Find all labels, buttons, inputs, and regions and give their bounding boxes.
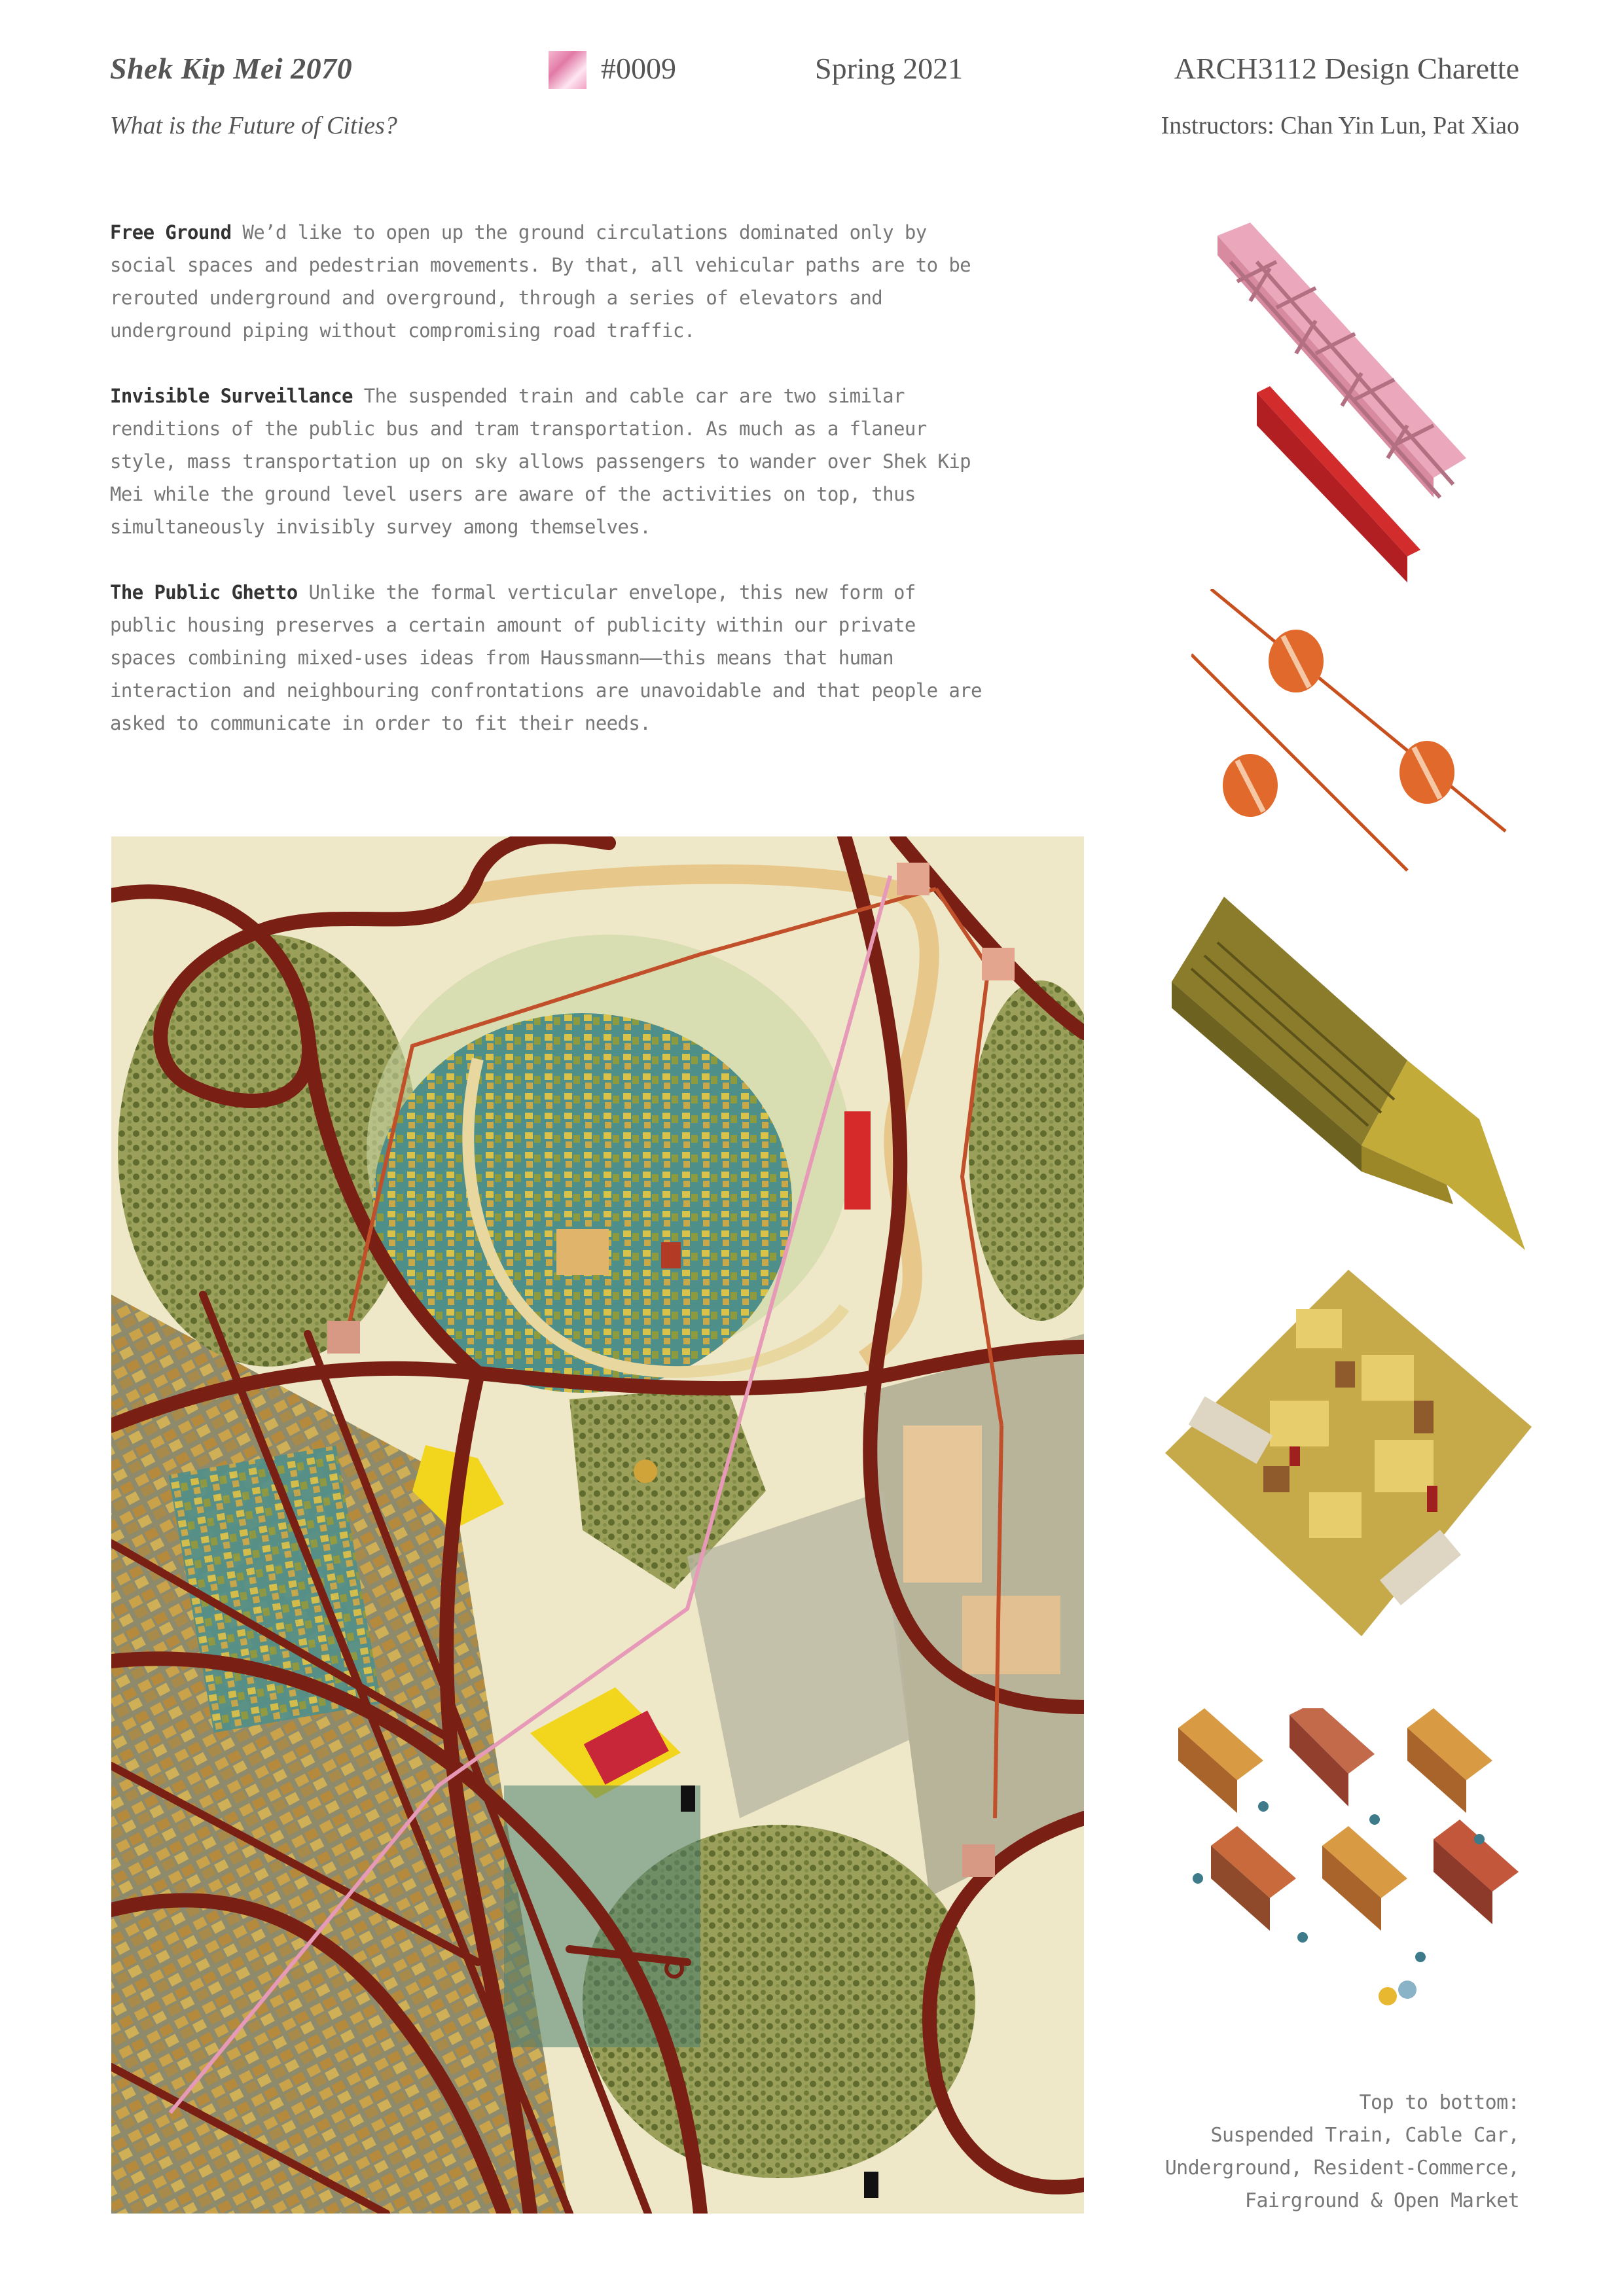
instructors-label: Instructors: Chan Yin Lun, Pat Xiao [1161,112,1519,139]
suspended-train-illustration [1165,223,1479,589]
paragraph-body: We’d like to open up the ground circulations dominated only by social spaces and pedestrian movements. By that, all vehicular paths are to be rerouted underground and overground, through a series of elevators and underground piping without compromising road traffic. [110,221,971,342]
caption-line: Top to bottom: [1359,2091,1519,2114]
project-title: Shek Kip Mei 2070 [110,52,353,85]
site-plan-illustration [111,836,1084,2214]
color-swatch [549,51,586,89]
paragraph-body: The suspended train and cable car are two similar renditions of the public bus and tram transportation. As much as a flaneur style, mass transportation up on sky allows passengers to wander over Shek Kip Mei while the ground level users are aware of the activities on top, thus simultaneously invisibly survey among themselves. [110,385,971,538]
paragraph-lead: The Public Ghetto [110,581,298,603]
paragraph-lead: Invisible Surveillance [110,385,353,407]
caption-line: Fairground & Open Market [1244,2189,1519,2212]
caption-line: Suspended Train, Cable Car, [1210,2124,1519,2147]
paragraph-lead: Free Ground [110,221,232,243]
course-label: ARCH3112 Design Charette [1174,52,1519,85]
fairground-market-illustration [1172,1708,1525,2016]
paragraph-body: Unlike the formal verticular envelope, this new form of public housing preserves a certain amount of publicity within our private spaces combining mixed-uses ideas from Haussmann——this means that human interaction and neighbouring confrontations are unavoidable and that people are asked to communicate in order to fit their needs. [110,581,982,734]
underground-illustration [1172,897,1538,1250]
project-subtitle: What is the Future of Cities? [110,112,397,139]
description-text [110,216,987,772]
project-id: #0009 [601,52,676,85]
paragraph-public-ghetto [110,576,987,740]
term-label: Spring 2021 [815,52,964,85]
caption-line: Underground, Resident-Commerce, [1164,2157,1519,2179]
site-plan-map [111,836,1084,2214]
resident-commerce-illustration [1165,1270,1532,1662]
paragraph-invisible-surveillance [110,380,987,543]
illustration-caption [1061,2087,1519,2217]
paragraph-free-ground [110,216,987,347]
cable-car-illustration [1191,589,1519,877]
